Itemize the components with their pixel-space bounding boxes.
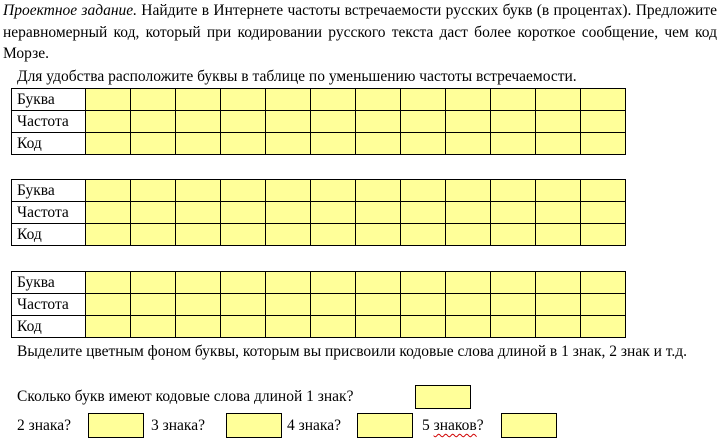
table-cell[interactable] bbox=[86, 133, 131, 155]
row-label-letter: Буква bbox=[12, 89, 86, 111]
table-cell[interactable] bbox=[266, 180, 311, 202]
row-label-frequency: Частота bbox=[12, 294, 86, 316]
table-cell[interactable] bbox=[266, 133, 311, 155]
table-cell[interactable] bbox=[221, 272, 266, 294]
answer-box-3[interactable] bbox=[226, 413, 282, 438]
table-cell[interactable] bbox=[221, 111, 266, 133]
answer-box-2[interactable] bbox=[88, 413, 144, 438]
table-cell[interactable] bbox=[401, 224, 446, 246]
table-cell[interactable] bbox=[401, 180, 446, 202]
table-cell[interactable] bbox=[536, 202, 581, 224]
table-cell[interactable] bbox=[581, 111, 626, 133]
table-cell[interactable] bbox=[446, 89, 491, 111]
row-label-code: Код bbox=[12, 133, 86, 155]
table-cell[interactable] bbox=[311, 89, 356, 111]
table-cell[interactable] bbox=[581, 294, 626, 316]
table-cell[interactable] bbox=[86, 224, 131, 246]
table-cell[interactable] bbox=[176, 89, 221, 111]
table-cell[interactable] bbox=[221, 316, 266, 338]
table-cell[interactable] bbox=[536, 89, 581, 111]
table-cell[interactable] bbox=[446, 133, 491, 155]
answer-box-4[interactable] bbox=[357, 413, 413, 438]
table-cell[interactable] bbox=[401, 89, 446, 111]
table-cell[interactable] bbox=[491, 133, 536, 155]
table-cell[interactable] bbox=[86, 316, 131, 338]
table-cell[interactable] bbox=[536, 316, 581, 338]
table-cell[interactable] bbox=[581, 180, 626, 202]
row-label-code: Код bbox=[12, 224, 86, 246]
table-cell[interactable] bbox=[221, 202, 266, 224]
table-cell[interactable] bbox=[356, 202, 401, 224]
table-cell[interactable] bbox=[446, 294, 491, 316]
question-3-text: 3 знака? bbox=[151, 417, 205, 434]
table-cell[interactable] bbox=[221, 89, 266, 111]
table-cell[interactable] bbox=[446, 180, 491, 202]
table-cell[interactable] bbox=[266, 224, 311, 246]
table-cell[interactable] bbox=[536, 133, 581, 155]
table-cell[interactable] bbox=[356, 180, 401, 202]
intro-paragraph bbox=[3, 0, 717, 65]
table-cell[interactable] bbox=[401, 316, 446, 338]
table-cell[interactable] bbox=[221, 294, 266, 316]
table-cell[interactable] bbox=[491, 89, 536, 111]
table-cell[interactable] bbox=[176, 272, 221, 294]
table-cell[interactable] bbox=[356, 224, 401, 246]
table-cell[interactable] bbox=[536, 111, 581, 133]
row-label-frequency: Частота bbox=[12, 111, 86, 133]
table-cell[interactable] bbox=[176, 133, 221, 155]
table-cell[interactable] bbox=[86, 111, 131, 133]
table-cell[interactable] bbox=[311, 316, 356, 338]
table-cell[interactable] bbox=[536, 272, 581, 294]
letters-table-1 bbox=[11, 88, 626, 155]
question-5-suffix: ? bbox=[476, 417, 484, 434]
table-cell[interactable] bbox=[86, 89, 131, 111]
table-cell[interactable] bbox=[356, 133, 401, 155]
table-cell[interactable] bbox=[491, 202, 536, 224]
question-5-word: знаков bbox=[433, 417, 477, 434]
table-cell[interactable] bbox=[131, 224, 176, 246]
table-cell[interactable] bbox=[446, 111, 491, 133]
table-cell[interactable] bbox=[311, 133, 356, 155]
table-cell[interactable] bbox=[446, 272, 491, 294]
intro-lead: Проектное задание. bbox=[3, 2, 138, 19]
answer-box-5[interactable] bbox=[501, 413, 557, 438]
table-cell[interactable] bbox=[131, 316, 176, 338]
table-cell[interactable] bbox=[446, 224, 491, 246]
intro-text: Найдите в Интернете частоты встречаемости русских букв (в процентах). Предложите неравномерный код, который при кодировании русского текста даст более короткое сообщение, чем код Морзе. bbox=[3, 2, 717, 62]
question-5-text bbox=[422, 416, 484, 436]
table-cell[interactable] bbox=[221, 224, 266, 246]
table-cell[interactable] bbox=[581, 316, 626, 338]
letters-table-2 bbox=[11, 179, 626, 246]
table-cell[interactable] bbox=[86, 180, 131, 202]
table-cell[interactable] bbox=[536, 224, 581, 246]
row-label-letter: Буква bbox=[12, 180, 86, 202]
table-cell[interactable] bbox=[401, 294, 446, 316]
table-cell[interactable] bbox=[266, 111, 311, 133]
table-cell[interactable] bbox=[581, 272, 626, 294]
table-cell[interactable] bbox=[356, 272, 401, 294]
table-cell[interactable] bbox=[356, 111, 401, 133]
table-cell[interactable] bbox=[131, 89, 176, 111]
table-cell[interactable] bbox=[491, 272, 536, 294]
table-cell[interactable] bbox=[266, 89, 311, 111]
table-cell[interactable] bbox=[446, 316, 491, 338]
answer-box-1[interactable] bbox=[415, 385, 471, 409]
table-cell[interactable] bbox=[401, 111, 446, 133]
table-cell[interactable] bbox=[131, 272, 176, 294]
table-cell[interactable] bbox=[266, 272, 311, 294]
table-cell[interactable] bbox=[581, 224, 626, 246]
table-cell[interactable] bbox=[356, 294, 401, 316]
table-cell[interactable] bbox=[581, 89, 626, 111]
table-cell[interactable] bbox=[176, 316, 221, 338]
table-cell[interactable] bbox=[446, 202, 491, 224]
table-cell[interactable] bbox=[356, 89, 401, 111]
table-cell[interactable] bbox=[176, 294, 221, 316]
question-4-text: 4 знака? bbox=[287, 417, 341, 434]
table-cell[interactable] bbox=[356, 316, 401, 338]
table-cell[interactable] bbox=[581, 133, 626, 155]
table-cell[interactable] bbox=[536, 180, 581, 202]
row-label-letter: Буква bbox=[12, 272, 86, 294]
table-cell[interactable] bbox=[86, 294, 131, 316]
table-cell[interactable] bbox=[131, 202, 176, 224]
table-cell[interactable] bbox=[266, 202, 311, 224]
table-cell[interactable] bbox=[131, 133, 176, 155]
table-cell[interactable] bbox=[311, 294, 356, 316]
table-cell[interactable] bbox=[536, 294, 581, 316]
table-cell[interactable] bbox=[176, 111, 221, 133]
question-5-prefix: 5 bbox=[422, 417, 434, 434]
table-cell[interactable] bbox=[131, 111, 176, 133]
table-cell[interactable] bbox=[311, 224, 356, 246]
table-cell[interactable] bbox=[491, 111, 536, 133]
table-cell[interactable] bbox=[176, 224, 221, 246]
table-cell[interactable] bbox=[266, 294, 311, 316]
table-cell[interactable] bbox=[131, 180, 176, 202]
table-cell[interactable] bbox=[581, 202, 626, 224]
table-cell[interactable] bbox=[311, 272, 356, 294]
table-cell[interactable] bbox=[86, 272, 131, 294]
table-cell[interactable] bbox=[491, 294, 536, 316]
table-cell[interactable] bbox=[311, 111, 356, 133]
question-1-text: Сколько букв имеют кодовые слова длиной 1 знак? bbox=[17, 388, 354, 405]
table-cell[interactable] bbox=[131, 294, 176, 316]
row-label-frequency: Частота bbox=[12, 202, 86, 224]
table-cell[interactable] bbox=[491, 180, 536, 202]
table-cell[interactable] bbox=[491, 224, 536, 246]
table-cell[interactable] bbox=[311, 180, 356, 202]
table-cell[interactable] bbox=[401, 272, 446, 294]
table-cell[interactable] bbox=[266, 316, 311, 338]
letters-table-3 bbox=[11, 271, 626, 338]
table-cell[interactable] bbox=[311, 202, 356, 224]
row-label-code: Код bbox=[12, 316, 86, 338]
question-2-text: 2 знака? bbox=[17, 417, 71, 434]
table-cell[interactable] bbox=[176, 180, 221, 202]
table-cell[interactable] bbox=[86, 202, 131, 224]
table-cell[interactable] bbox=[221, 133, 266, 155]
table-cell[interactable] bbox=[401, 133, 446, 155]
table-cell[interactable] bbox=[491, 316, 536, 338]
table-cell[interactable] bbox=[176, 202, 221, 224]
instruction-text: Для удобства расположите буквы в таблице по уменьшению частоты встречаемости. bbox=[17, 68, 577, 85]
highlight-task-text: Выделите цветным фоном буквы, которым вы присвоили кодовые слова длиной в 1 знак, 2 знак и т.д. bbox=[17, 343, 688, 360]
table-cell[interactable] bbox=[221, 180, 266, 202]
table-cell[interactable] bbox=[401, 202, 446, 224]
